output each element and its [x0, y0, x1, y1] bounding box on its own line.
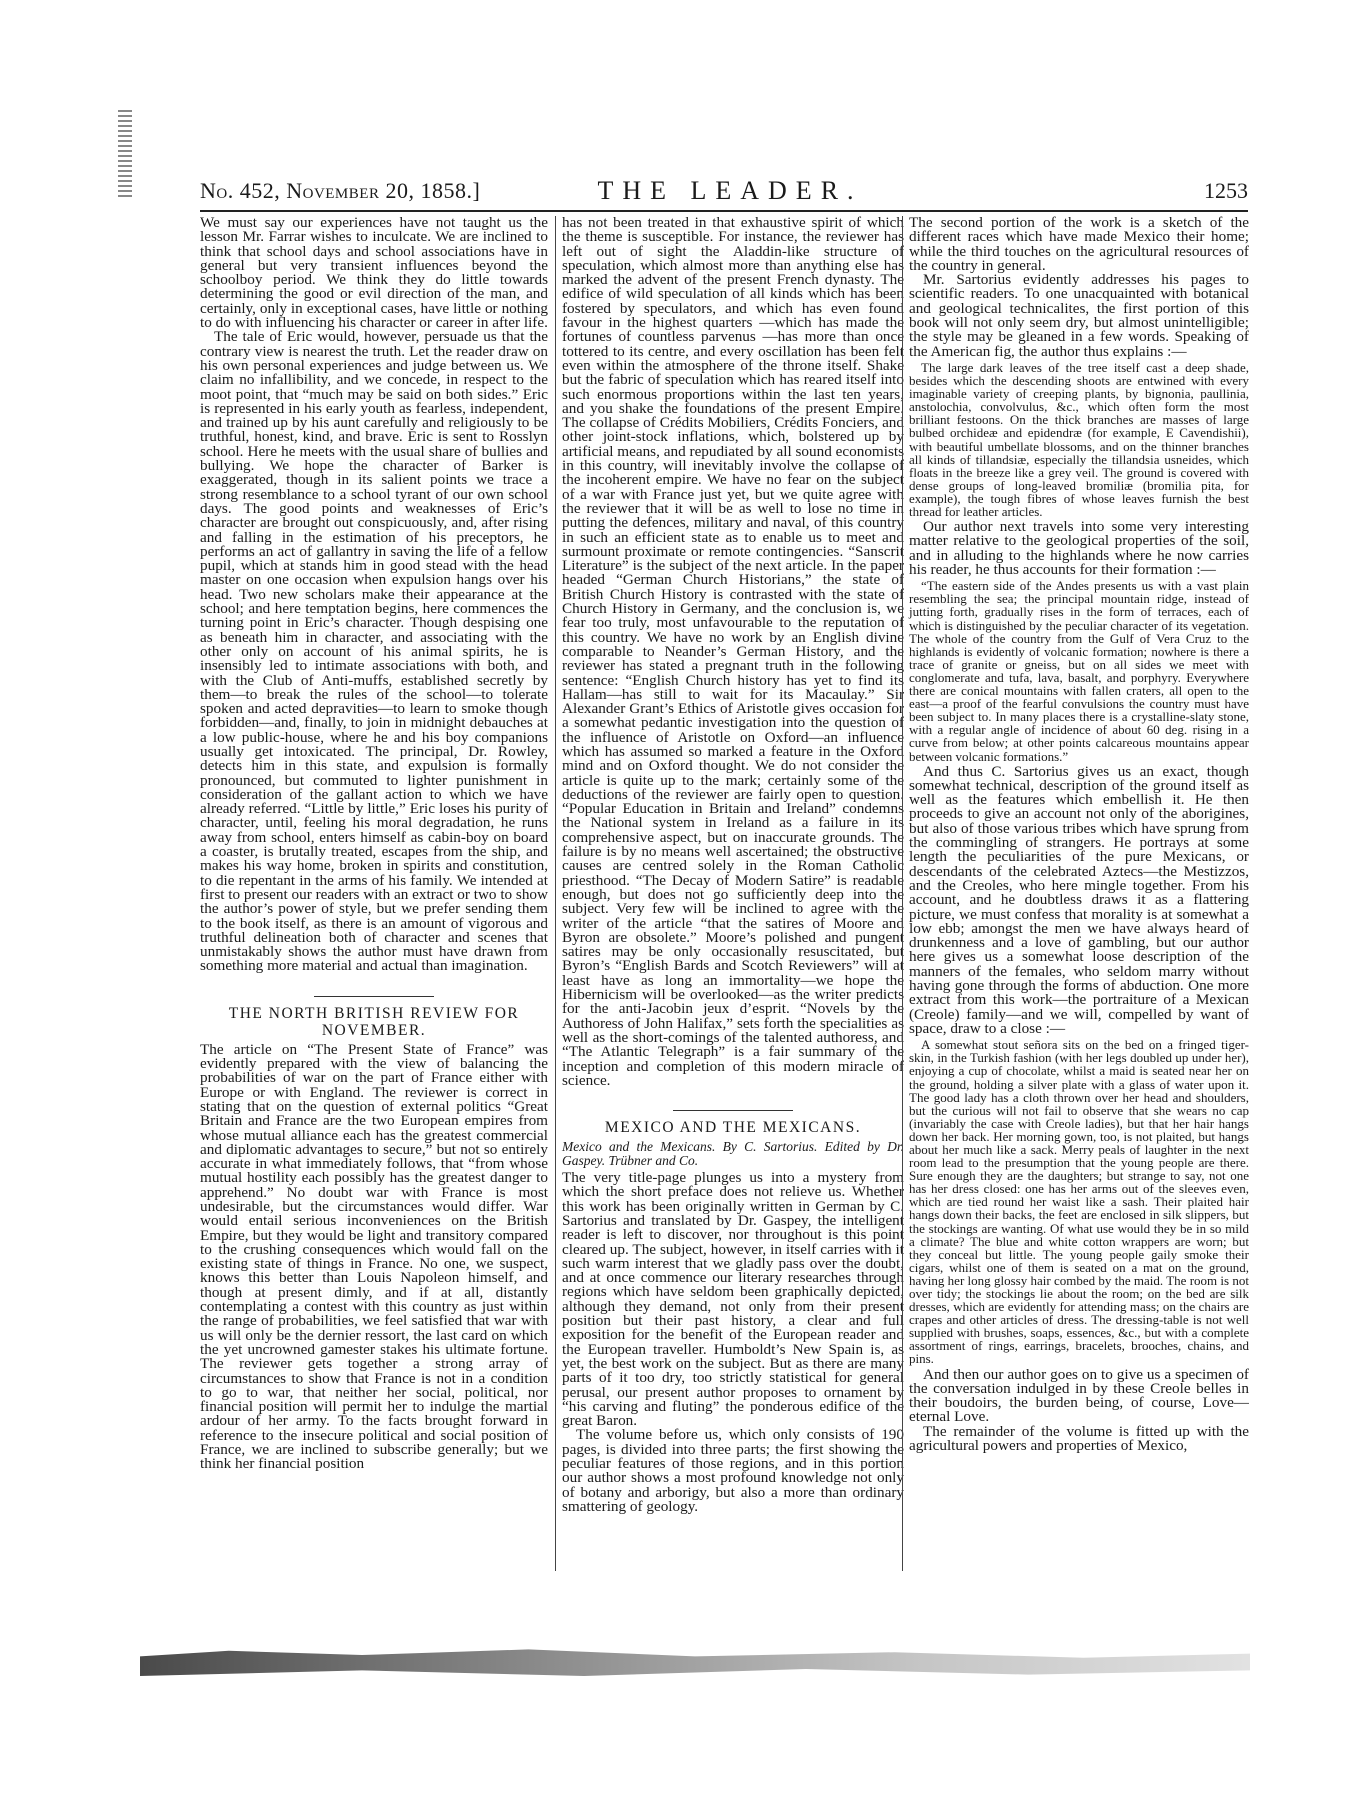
paper-title: THE LEADER.: [597, 176, 863, 205]
paragraph: The very title-page plunges us into a mystery from which the short preface does not relieve us. Whether this work has been originally written in German by C. Sartorius and translated by Dr. Gaspey, the intelligent reader is left to discover, nor throughout is this point cleared up. The subject, however, in itself carries with it such warm interest that we gladly pass over the doubt, and at once commence our literary researches through regions which have seldom been graphically depicted, although they demand, not only from their present position but their past history, a clear and full exposition for the benefit of the European reader and the European traveller. Humboldt’s New Spain is, as yet, the best work on the subject. But as there are many parts of it too dry, too strictly statistical for general perusal, our present author proposes to ornament by “his carving and fluting” the ponderous edifice of the great Baron.: [562, 1169, 904, 1430]
paragraph: has not been treated in that exhaustive spirit of which the theme is susceptible. For instance, the reviewer has left out of sight the Aladdin-like structure of speculation, which almost more than anything else has marked the advent of the present French dynasty. The edifice of wild speculation of all kinds which has been fostered by speculators, and which has even found favour in the highest quarters —which has made the fortunes of countless parvenus —has more than once tottered to its centre, and every oscillation has been felt even within the atmosphere of the throne itself. Shake but the fabric of speculation which has reared itself into such enormous proportions within the last ten years, and you shake the foundations of the present Empire. The collapse of Crédits Mobiliers, Crédits Fonciers, and other joint-stock inflations, which, bolstered up by artificial means, and repudiated by all sound economists in this country, will inevitably involve the collapse of the incoherent empire. We have no fear on the subject of a war with France just yet, but we quite agree with the reviewer that it will be as well to lose no time in putting the defences, military and naval, of this country in such an efficient state as to enable us to meet and surmount proximate or remote contingencies. “Sanscrit Literature” is the subject of the next article. In the paper headed “German Church Historians,” the state of British Church History is contrasted with the state of Church History in Germany, and the conclusion is, we fear too truly, most unfavourable to the reputation of this country. We have no work by an English divine comparable to Neander’s German History, and the reviewer has stated a pregnant truth in the following sentence: “English Church history has yet to find its Hallam—has still to wait for its Macaulay.” Sir Alexander Grant’s Ethics of Aristotle gives occasion for a somewhat pedantic investigation into the question of the influence of Aristotle on Oxford—an influence which has assumed so marked a feature in the Oxford mind and on Oxford thought. We do not consider the article is quite up to the mark; certainly some of the deductions of the reviewer are fairly open to question. “Popular Education in Britain and Ireland” condemns the National system in Ireland as a failure in its comprehensive aspect, but on inaccurate grounds. The failure is by no means well ascertained; the obstructive causes are centred solely in the Roman Catholic priesthood. “The Decay of Modern Satire” is readable enough, but does not go sufficiently deep into the subject. Very few will be inclined to agree with the writer of the article “that the satires of Moore and Byron are obsolete.” Moore’s polished and pungent satires may be only occasionally resuscitated, but Byron’s “English Bards and Scotch Reviewers” will at least have as long an immortality—we hope the Hibernicism will be overlooked—as the writer predicts for the anti-Jacobin jeux d’esprit. “Novels by the Authoress of John Halifax,” sets forth the specialities as well as the short-comings of the talented authoress, and “The Atlantic Telegraph” is a fair summary of the inception and completion of this modern miracle of science.: [562, 216, 904, 1089]
binding-mark: [118, 110, 132, 200]
column-1: [200, 216, 548, 1571]
column-2: [555, 216, 904, 1571]
review-byline: Mexico and the Mexicans. By C. Sartorius. Edited by Dr. Gaspey. Trübner and Co.: [562, 1139, 904, 1169]
column-3: [902, 216, 1249, 1571]
block-quote: “The eastern side of the Andes presents us with a vast plain resembling the sea; the principal mountain ridge, instead of jutting forth, gradually rises in the form of terraces, each of which is distinguished by the peculiar character of its vegetation. The whole of the country from the Gulf of Vera Cruz to the highlands is evidently of volcanic formation; nowhere is there a trace of granite or gneiss, but on all sides we meet with conglomerate and tufa, lava, basalt, and porphyry. Everywhere there are conical mountains with fallen craters, all open to the east—a proof of the fearful convulsions the country must have been subject to. In many places there is a crystalline-slaty stone, with a regular angle of incidence of about 60 deg. rising in a curve from below; at other points calcareous mountains appear between volcanic formations.”: [909, 578, 1249, 764]
block-quote: The large dark leaves of the tree itself cast a deep shade, besides which the descending shoots are entwined with every imaginable variety of creeping plants, by bignonia, paullinia, anstolochia, convolvulus, &c., which often form the most brilliant festoons. On the thick branches are masses of large bulbed orchideæ and epidendræ (for example, E Cavendishii), with beautiful umbellate blossoms, and on the thinner branches all kinds of tillandsiæ, especially the tillandsia usneides, which floats in the breeze like a grey veil. The ground is covered with dense groups of long-leaved bromiliæ (bromilia pita, for example), the tough fibres of whose leaves furnish the best thread for leather articles.: [909, 359, 1249, 519]
paragraph: Our author next travels into some very interesting matter relative to the geological properties of the soil, and in alluding to the highlands where he now carries his reader, he thus accounts for their formation :—: [909, 518, 1249, 578]
paragraph: The volume before us, which only consists of 190 pages, is divided into three parts; the first showing the peculiar features of those regions, and in this portion our author shows a most profound knowledge not only of botany and arborigy, but also a more than ordinary smattering of geology.: [562, 1426, 904, 1515]
masthead: [200, 176, 1248, 212]
scan-smudge: [140, 1648, 1250, 1676]
page-number: 1253: [1204, 178, 1248, 203]
paragraph: And then our author goes on to give us a specimen of the conversation indulged in by these Creole belles in their boudoirs, the burden being, of course, Love—eternal Love.: [909, 1365, 1249, 1426]
issue-date: No. 452, November 20, 1858.]: [200, 178, 481, 203]
paragraph: The article on “The Present State of France” was evidently prepared with the view of balancing the probabilities of war on the part of France either with Europe or with England. The reviewer is correct in stating that on the question of external politics “Great Britain and France are the two European empires from whose mutual alliance each has the greatest commercial and diplomatic advantages to secure,” but not so entirely accurate in what immediately follows, that “from whose mutual hostility each possibly has the greatest danger to apprehend.” No doubt war with France is most undesirable, but the circumstances would differ. War would entail serious inconveniences on the British Empire, but they would be light and transitory compared to the crushing consequences which would fall on the existing state of things in France. No one, we suspect, knows this better than Louis Napoleon himself, and though at present dimly, and if at all, distantly contemplating a contest with this country as just within the range of probabilities, we feel satisfied that war with us will only be the dernier ressort, the last card on which the yet uncrowned gamester stakes his ultimate fortune. The reviewer gets together a strong array of circumstances to show that France is not in a condition to go to war, that neither her social, political, nor financial position will permit her to indulge the martial ardour of her army. To the facts brought forward in reference to the insecure political and social position of France, we are inclined to subscribe generally; but we think her financial position: [200, 1040, 548, 1473]
paragraph: And thus C. Sartorius gives us an exact, though somewhat technical, description of the ground itself as well as the features which embellish it. He then proceeds to give an account not only of the aborigines, but also of those various tribes which have sprung from the commingling of strangers. He portrays at some length the peculiarities of the pure Mexicans, or descendants of the celebrated Aztecs—the Mestizzos, and the Creoles, who here mingle together. From his account, and he doubtless draws it as a flattering picture, we must confess that morality is at somewhat a low ebb; amongst the men we have always heard of drunkenness and a love of gambling, but our author here gives us a somewhat loose description of the manners of the females, who seldom marry without having gone through the forms of abduction. One more extract from this work—the portraiture of a Mexican (Creole) family—and we will, compelled by want of space, draw to a close :—: [909, 762, 1249, 1037]
section-heading: MEXICO AND THE MEXICANS.: [604, 1119, 862, 1137]
block-quote: A somewhat stout señora sits on the bed on a fringed tiger-skin, in the Turkish fashion (with her legs doubled up under her), enjoying a cup of chocolate, whilst a maid is seated near her on the ground, holding a silver plate with a glass of water upon it. The good lady has a cloth thrown over her head and shoulders, but the curious will not fail to observe that she wears no cap (invariably the case with Creole ladies), but that her hair hangs down her back. Her morning gown, too, is not plaited, but hangs about her much like a sack. Merry peals of laughter in the next room lead to the presumption that the young people are there. Sure enough they are the daughters; but strange to say, not one has her dress closed: one has her arms out of the sleeves even, which are tied round her waist like a sash. Their plaited hair hangs down their backs, the feet are enclosed in silk slippers, but the stockings are wanting. Of what use would they be in so mild a climate? The blue and white cotton wrappers are worn; but they conceal but little. The young people gaily smoke their cigars, whilst one of them is seated on a mat on the ground, having her long glossy hair combed by the maid. The room is not over tidy; the stockings lie about the room; on the bed are silk dresses, which are evidently for attending mass; on the chairs are crapes and other articles of dress. The dressing-table is not well supplied with brushes, soaps, essences, &c., but with a complete assortment of rings, earrings, bracelets, brooches, chains, and pins.: [909, 1037, 1249, 1367]
section-rule: [673, 1110, 793, 1111]
paragraph: We must say our experiences have not taught us the lesson Mr. Farrar wishes to inculcate. We are inclined to think that school days and school associations have in general but very transient influences beyond the schoolboy period. We think they do little towards determining the good or evil direction of the man, and certainly, only in exceptional cases, have little or nothing to do with influencing his character or career in after life.: [200, 216, 548, 332]
section-heading: THE NORTH BRITISH REVIEW FOR NOVEMBER.: [228, 1004, 520, 1039]
section-rule: [314, 996, 434, 997]
paragraph: Mr. Sartorius evidently addresses his pages to scientific readers. To one unacquainted with botanical and geological technicalites, the first portion of this book will not only seem dry, but almost unintelligible; the style may be gleaned in a few words. Speaking of the American fig, the author thus explains :—: [909, 271, 1249, 360]
paragraph: The second portion of the work is a sketch of the different races which have made Mexico their home; while the third touches on the agricultural resources of the country in general.: [909, 216, 1249, 274]
paragraph: The tale of Eric would, however, persuade us that the contrary view is nearest the truth. Let the reader draw on his own personal experiences and judge between us. We claim no infallibility, and we concede, in respect to the moot point, that “much may be said on both sides.” Eric is represented in his early youth as fearless, independent, and trained up by his aunt carefully and religiously to be truthful, honest, kind, and brave. Eric is sent to Rosslyn school. Here he meets with the usual share of bullies and bullying. We hope the character of Barker is exaggerated, though in its salient points we trace a strong resemblance to a school tyrant of our own school days. The good points and weaknesses of Eric’s character are brought out conspicuously, and, after rising and falling in the estimation of his preceptors, he performs an act of gallantry in saving the life of a fellow pupil, which at stands him in good stead with the head master on one occasion when expulsion hangs over his head. Two new scholars make their appearance at the school; and here temptation begins, here commences the turning point in Eric’s character. Though despising one as beneath him in character, and associating with the other only on account of his animal spirits, he is insensibly led to intimate associations with both, and with the Club of Anti-muffs, established secretly by them—to break the rules of the school—to tolerate spoken and acted depravities—to learn to smoke though forbidden—and, finally, to join in midnight debauches at a low public-house, where he and his boy companions usually get intoxicated. The principal, Dr. Rowley, detects him in this state, and expulsion is formally pronounced, but commuted to lighter punishment in consideration of the gallant action to which we have already referred. “Little by little,” Eric loses his purity of character, until, feeling his moral degradation, he runs away from school, enters himself as cabin-boy on board a coaster, is brutally treated, escapes from the ship, and makes his way home, broken in spirits and constitution, to die repentant in the arms of his family. We intended at first to present our readers with an extract or two to show the author’s power of style, but we prefer sending them to the book itself, as there is an amount of vigorous and truthful delineation both of character and scenes that unmistakably shows the author must have drawn from something more material and actual than imagination.: [200, 328, 548, 975]
paragraph: The remainder of the volume is fitted up with the agricultural powers and properties of Mexico,: [909, 1422, 1249, 1455]
